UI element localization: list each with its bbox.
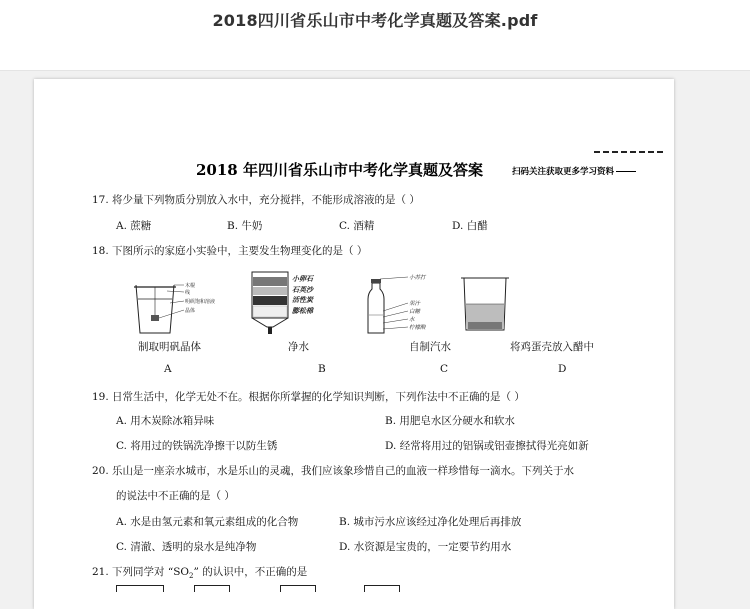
question-17-option-b: B. 牛奶 [227, 220, 263, 232]
question-17-option-a: A. 蔗糖 [116, 220, 152, 232]
figure-c-label-sugar: 白糖 [409, 309, 421, 315]
question-19-stem: 19. 日常生活中，化学无处不在。根据你所掌握的化学知识判断，下列作法中不正确的是（ ） [92, 391, 525, 403]
figure-c-caption: 自制汽水 [409, 341, 451, 353]
question-20-option-d: D. 水资源是宝贵的，一定要节约用水 [339, 541, 512, 553]
figure-b-letter: B [318, 363, 326, 375]
figure-d-caption: 将鸡蛋壳放入醋中 [510, 341, 594, 353]
figure-c-label-juice: 果汁 [409, 301, 421, 307]
viewer-toolbar [0, 0, 750, 71]
figure-alum-crystal [132, 275, 222, 337]
figure-b-label-carbon: 活性炭 [292, 296, 313, 304]
question-20-option-c: C. 清澈、透明的泉水是纯净物 [116, 541, 257, 553]
figure-c-label-citric-acid: 柠檬酸 [409, 325, 426, 331]
question-19-option-b: B. 用肥皂水区分硬水和软水 [385, 415, 515, 427]
scan-line [594, 151, 664, 153]
question-20-option-b: B. 城市污水应该经过净化处理后再排放 [339, 516, 522, 528]
question-19-option-c: C. 将用过的铁锅洗净擦干以防生锈 [116, 440, 278, 452]
question-21-stem-pre: 21. 下列同学对 “SO [92, 566, 190, 578]
figure-eggshell-vinegar [460, 276, 510, 334]
figure-b-label-sand: 石英沙 [292, 286, 313, 294]
figure-d-letter: D [558, 363, 567, 375]
figure-a-label-stick: 木棍 [185, 283, 196, 289]
question-17-option-d: D. 白醋 [452, 220, 488, 232]
question-20-stem-continued: 的说法中不正确的是（ ） [116, 490, 235, 502]
figure-c-letter: C [440, 363, 449, 375]
figure-water-filter [250, 269, 350, 339]
question-21-figure-4 [364, 585, 400, 592]
question-17-option-c: C. 酒精 [339, 220, 375, 232]
question-21-figure-3 [280, 585, 316, 592]
figure-soda-bottle [364, 271, 444, 337]
figure-c-label-baking-soda: 小苏打 [409, 275, 426, 281]
question-21-stem-post: ” 的认识中，不正确的是 [193, 566, 308, 578]
question-19-option-d: D. 经常将用过的铝锅或铝壶擦拭得光亮如新 [385, 440, 589, 452]
question-21-figure-1 [116, 585, 164, 592]
question-19-option-a: A. 用木炭除冰箱异味 [116, 415, 215, 427]
qr-banner-text: 扫码关注获取更多学习资料 [512, 165, 636, 177]
pdf-page[interactable] [34, 79, 674, 609]
question-21-figure-2 [194, 585, 230, 592]
question-20-option-a: A. 水是由氢元素和氧元素组成的化合物 [116, 516, 299, 528]
question-17-stem: 17. 将少量下列物质分别放入水中，充分搅拌，不能形成溶液的是（ ） [92, 194, 420, 206]
figure-b-label-cotton: 膨松棉 [292, 307, 313, 315]
figure-b-label-pebble: 小卵石 [292, 275, 313, 283]
document-title: 2018 年四川省乐山市中考化学真题及答案 [196, 161, 483, 179]
question-20-stem: 20. 乐山是一座亲水城市，水是乐山的灵魂，我们应该象珍惜自己的血液一样珍惜每一滴水。下列关于水 [92, 465, 575, 477]
figure-a-label-thread: 线 [185, 290, 191, 296]
figure-b-caption: 净水 [288, 341, 309, 353]
figure-a-label-crystal: 晶体 [185, 308, 196, 314]
figure-a-caption: 制取明矾晶体 [138, 341, 201, 353]
question-18-stem: 18. 下图所示的家庭小实验中，主要发生物理变化的是（ ） [92, 245, 368, 257]
figure-a-letter: A [164, 363, 172, 375]
figure-c-label-water: 水 [409, 317, 415, 323]
figure-a-label-solution: 明矾饱和溶液 [185, 299, 216, 305]
file-title: 2018四川省乐山市中考化学真题及答案.pdf [212, 11, 538, 30]
question-21-stem [92, 564, 307, 580]
question-21-subscript: 2 [189, 572, 194, 581]
